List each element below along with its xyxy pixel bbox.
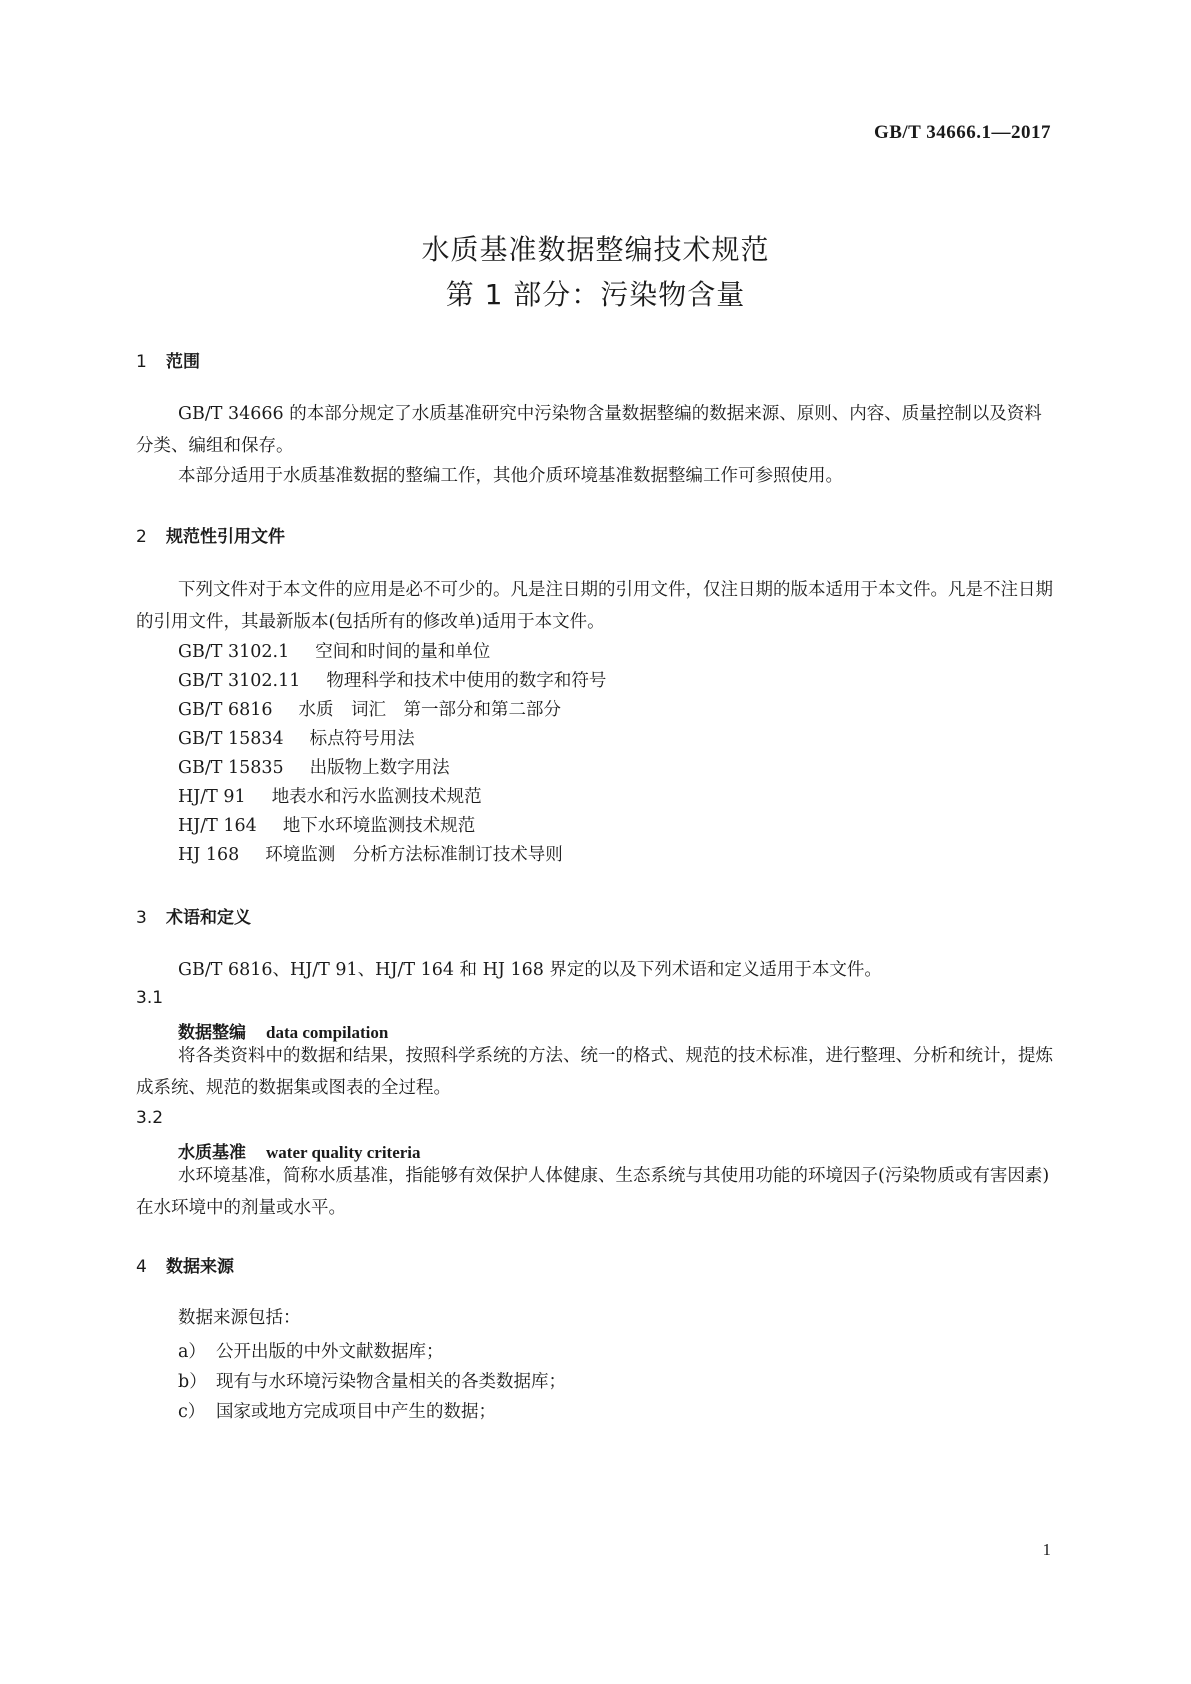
reference-code: GB/T 6816 [178,700,273,720]
reference-code: GB/T 15835 [178,758,284,778]
list-item [178,1338,444,1363]
doc-title: 水质基准数据整编技术规范 [421,233,770,266]
section-4-intro: 数据来源包括： [178,1308,301,1328]
list-item [178,1368,566,1393]
reference-title: 地表水和污水监测技术规范 [271,787,482,807]
section-number: 2 [136,527,147,547]
reference-item [178,696,561,721]
list-marker: c） [178,1402,206,1422]
reference-code: HJ/T 164 [178,816,257,836]
reference-item [178,667,606,692]
section-title: 范围 [166,352,200,372]
reference-title: 地下水环境监测技术规范 [282,816,476,836]
standard-code: GB/T 34666.1—2017 [873,122,1051,143]
section-number: 1 [136,352,147,372]
list-item [178,1398,496,1423]
list-text: 国家或地方完成项目中产生的数据； [216,1402,496,1422]
reference-code: GB/T 3102.1 [178,642,290,662]
section-2-paragraph-1: 下列文件对于本文件的应用是必不可少的。凡是注日期的引用文件，仅注日期的版本适用于本文件。凡是不注日期的引用文件，其最新版本(包括所有的修改单)适用于本文件。 [136,580,1053,632]
doc-subtitle: 第 1 部分：污染物含量 [445,278,746,311]
section-title: 数据来源 [166,1257,234,1277]
reference-code: HJ/T 91 [178,787,246,807]
reference-code: GB/T 3102.11 [178,671,301,691]
term-number: 3.1 [136,988,164,1008]
term-definition: 将各类资料中的数据和结果，按照科学系统的方法、统一的格式、规范的技术标准，进行整理、分析和统计，提炼成系统、规范的数据集或图表的全过程。 [136,1046,1053,1098]
section-number: 3 [136,908,147,928]
section-1-paragraph-2: 本部分适用于水质基准数据的整编工作，其他介质环境基准数据整编工作可参照使用。 [178,466,843,486]
term-zh: 水质基准 [178,1143,246,1163]
list-marker: a） [178,1342,206,1362]
section-2-heading [136,522,285,547]
reference-title: 空间和时间的量和单位 [315,642,491,662]
reference-item [178,812,475,837]
section-4-heading [136,1252,234,1277]
page-number: 1 [1042,1540,1051,1559]
reference-item [178,725,415,750]
reference-title: 标点符号用法 [309,729,415,749]
list-text: 公开出版的中外文献数据库； [216,1342,444,1362]
reference-title: 水质 词汇 第一部分和第二部分 [298,700,562,720]
reference-code: GB/T 15834 [178,729,284,749]
reference-item [178,841,563,866]
list-marker: b） [178,1372,207,1392]
reference-title: 物理科学和技术中使用的数字和符号 [326,671,607,691]
section-title: 术语和定义 [166,908,251,928]
reference-code: HJ 168 [178,845,240,865]
term-en: water quality criteria [266,1143,421,1162]
section-1-heading [136,347,200,372]
term-number: 3.2 [136,1108,164,1128]
section-1-paragraph-1: GB/T 34666 的本部分规定了水质基准研究中污染物含量数据整编的数据来源、原则、内容、质量控制以及资料分类、编组和保存。 [136,404,1042,456]
term-definition: 水环境基准，简称水质基准，指能够有效保护人体健康、生态系统与其使用功能的环境因子(污染物质或有害因素)在水环境中的剂量或水平。 [136,1166,1050,1218]
term-en: data compilation [266,1023,389,1042]
reference-item [178,754,450,779]
reference-item [178,638,490,663]
reference-title: 环境监测 分析方法标准制订技术导则 [265,845,563,865]
term-zh: 数据整编 [178,1023,246,1043]
section-3-paragraph-1: GB/T 6816、HJ/T 91、HJ/T 164 和 HJ 168 界定的以及下列术语和定义适用于本文件。 [178,960,882,980]
section-title: 规范性引用文件 [166,527,285,547]
reference-item [178,783,482,808]
section-number: 4 [136,1257,147,1277]
section-3-heading [136,903,251,928]
list-text: 现有与水环境污染物含量相关的各类数据库； [216,1372,566,1392]
reference-title: 出版物上数字用法 [309,758,450,778]
